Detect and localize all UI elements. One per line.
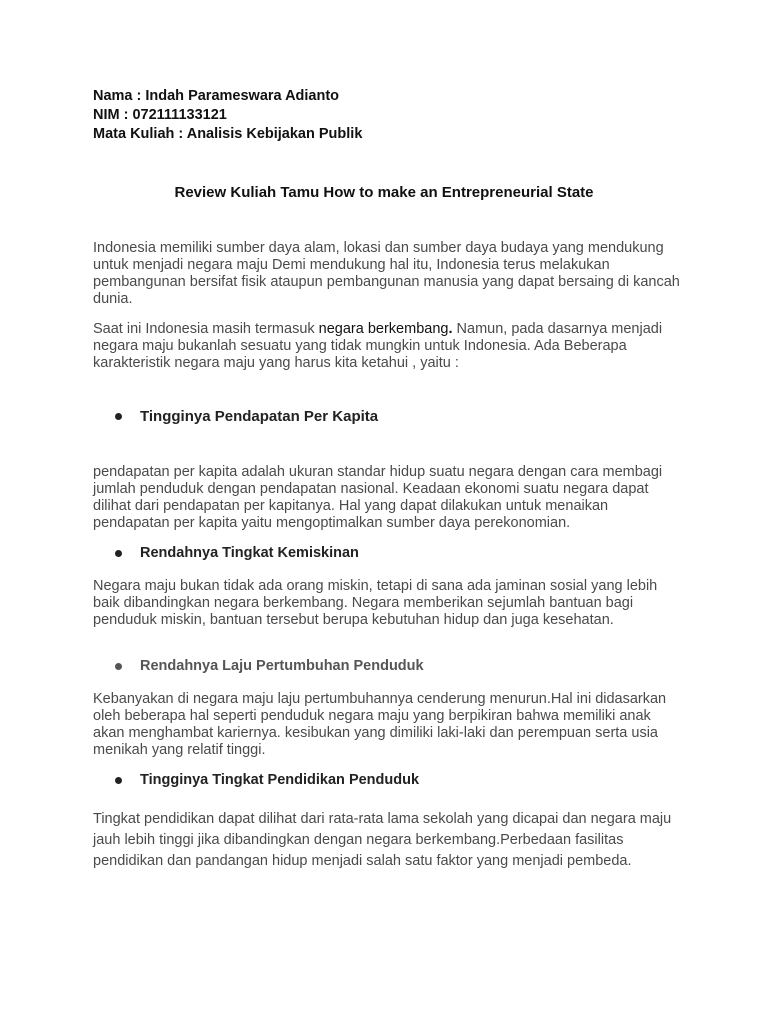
paragraph-saat-ini-text-d: Namun, pada dasarnya menjadi negara maju bukanlah sesuatu yang tidak mungkin untuk Indonesia. Ada Beberapa karakteristik negara maju yang harus kita ketahui , yaitu : (93, 321, 663, 371)
document-title: Review Kuliah Tamu How to make an Entrepreneurial State (174, 184, 594, 201)
bullet-pendidikan-label: Tingginya Tingkat Pendidikan Penduduk (140, 772, 420, 788)
paragraph-intro: Indonesia memiliki sumber daya alam, lokasi dan sumber daya budaya yang mendukung untuk menjadi negara maju Demi mendukung hal itu, Indonesia terus melakukan pembangunan bersifat fisik ataupun pembangunan manusia yang dapat bersaing di kancah dunia. (93, 240, 680, 307)
student-nim: NIM : 072111133121 (93, 107, 227, 123)
negara-berkembang-link: negara berkembang (318, 321, 449, 337)
paragraph-saat-ini (93, 321, 683, 372)
bullet-kemiskinan (115, 545, 359, 561)
bullet-dot-icon (115, 550, 122, 557)
paragraph-pendapatan: pendapatan per kapita adalah ukuran standar hidup suatu negara dengan cara membagi jumlah penduduk dengan pendapatan nasional. Keadaan ekonomi suatu negara dapat dilihat dari pendapatan per kapitanya. Hal yang dapat dilakukan untuk menaikan pendapatan per kapita yaitu mengoptimalkan sumber daya perekonomian. (93, 464, 663, 531)
bullet-pendapatan (115, 408, 378, 425)
paragraph-laju: Kebanyakan di negara maju laju pertumbuhannya cenderung menurun.Hal ini didasarkan oleh beberapa hal seperti penduduk negara maju yang berpikiran bahwa memiliki anak akan menghambat kariernya. kesibukan yang dimiliki laki-laki dan perempuan serta usia menikah yang relatif tinggi. (93, 691, 667, 758)
paragraph-saat-ini-period: . (448, 321, 453, 337)
bullet-laju-label: Rendahnya Laju Pertumbuhan Penduduk (140, 658, 424, 674)
bullet-dot-icon (115, 777, 122, 784)
bullet-dot-icon (115, 663, 122, 670)
bullet-dot-icon (115, 413, 122, 420)
paragraph-kemiskinan: Negara maju bukan tidak ada orang miskin, tetapi di sana ada jaminan sosial yang lebih baik dibandingkan negara berkembang. Negara memberikan sejumlah bantuan bagi penduduk miskin, bantuan tersebut berupa kebutuhan hidup dan juga kesehatan. (93, 578, 658, 628)
bullet-pendidikan (115, 772, 419, 788)
bullet-kemiskinan-label: Rendahnya Tingkat Kemiskinan (140, 545, 359, 561)
bullet-laju (115, 658, 424, 674)
paragraph-saat-ini-text-a: Saat ini Indonesia masih termasuk (93, 321, 319, 337)
paragraph-pendidikan: Tingkat pendidikan dapat dilihat dari rata-rata lama sekolah yang dicapai dan negara maju jauh lebih tinggi jika dibandingkan dengan negara berkembang.Perbedaan fasilitas pendidikan dan pandangan hidup menjadi salah satu faktor yang menjadi pembeda. (93, 811, 672, 869)
student-name: Nama : Indah Parameswara Adianto (93, 88, 340, 104)
bullet-pendapatan-label: Tingginya Pendapatan Per Kapita (140, 408, 379, 425)
course-name: Mata Kuliah : Analisis Kebijakan Publik (93, 126, 363, 142)
